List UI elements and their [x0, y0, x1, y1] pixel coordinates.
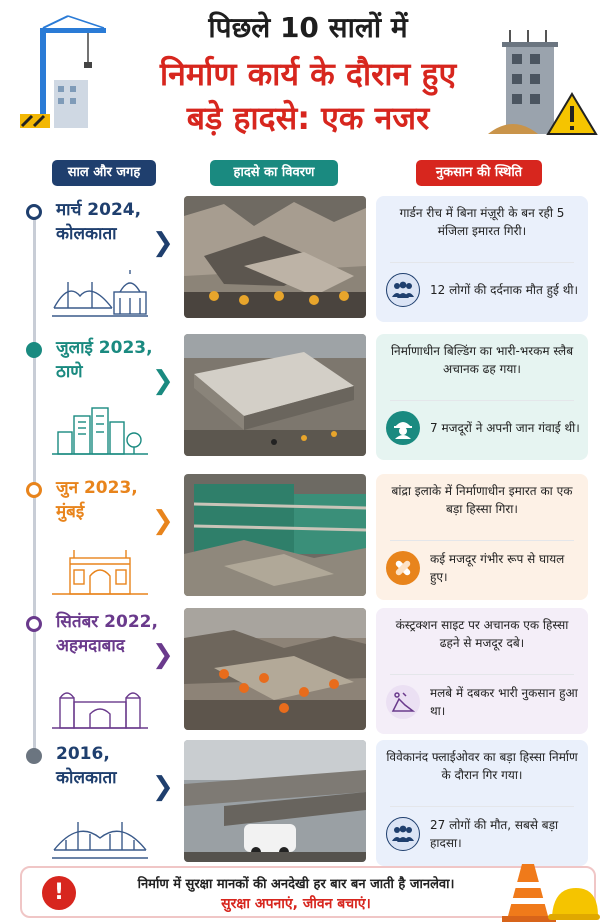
incident-place: मुंबई	[56, 502, 85, 522]
column-header-loss: नुकसान की स्थिति	[416, 160, 542, 186]
card-divider	[390, 674, 574, 675]
loss-info	[386, 266, 580, 314]
title-line-1: पिछले 10 सालों में	[208, 11, 408, 44]
incident-description: बांद्रा इलाके में निर्माणाधीन इमारत का एक बड़ा हिस्सा गिरा।	[391, 484, 573, 516]
rescue-workers-photo	[184, 608, 366, 730]
card-divider	[390, 806, 574, 807]
incident-row	[0, 740, 616, 870]
loss-text: कई मजदूर गंभीर रूप से घायल हुए।	[430, 552, 565, 584]
collapsed-slab-photo	[184, 334, 366, 456]
loss-info	[386, 404, 580, 452]
chevron-right-icon: ❯	[152, 772, 174, 802]
incident-row	[0, 474, 616, 604]
incident-year: जुलाई 2023,	[56, 338, 153, 358]
timeline-dot	[26, 616, 42, 632]
people-group-icon	[386, 273, 420, 307]
timeline-dot	[26, 204, 42, 220]
incident-date	[56, 198, 141, 246]
loss-card	[376, 474, 588, 600]
rubble-icon	[386, 685, 420, 719]
incident-description: निर्माणाधीन बिल्डिंग का भारी-भरकम स्लैब अचानक ढह गया।	[390, 344, 574, 376]
incident-year: सितंबर 2022,	[56, 612, 158, 632]
city-skyline-icon	[52, 406, 148, 458]
collapsed-flyover-photo	[184, 740, 366, 862]
column-header-description: हादसे का विवरण	[210, 160, 338, 186]
unfinished-building-warning-icon	[488, 30, 598, 140]
bridge-icon	[52, 812, 148, 864]
column-header-year-place: साल और जगह	[52, 160, 156, 186]
collapsed-building-photo	[184, 196, 366, 318]
incident-row	[0, 608, 616, 738]
incident-row	[0, 334, 616, 464]
incident-description: विवेकानंद फ्लाईओवर का बड़ा हिस्सा निर्माण के दौरान गिर गया।	[386, 750, 578, 782]
incident-date	[56, 336, 153, 384]
loss-card	[376, 334, 588, 460]
loss-text: 27 लोगों की मौत, सबसे बड़ा हादसा।	[430, 818, 559, 850]
loss-info	[386, 810, 580, 858]
bridge-and-memorial-icon	[52, 268, 148, 320]
loss-card	[376, 196, 588, 322]
footer-warning: निर्माण में सुरक्षा मानकों की अनदेखी हर बार बन जाती है जानलेवा।	[137, 877, 455, 892]
timeline-dot	[26, 342, 42, 358]
loss-text: 12 लोगों की दर्दनाक मौत हुई थी।	[430, 283, 579, 297]
bandage-icon	[386, 551, 420, 585]
chevron-right-icon: ❯	[152, 228, 174, 258]
collapsed-structure-photo	[184, 474, 366, 596]
loss-card	[376, 608, 588, 734]
card-divider	[390, 540, 574, 541]
chevron-right-icon: ❯	[152, 366, 174, 396]
loss-text: मलबे में दबकर भारी नुकसान हुआ था।	[430, 686, 578, 718]
loss-text: 7 मजदूरों ने अपनी जान गंवाई थी।	[430, 421, 580, 435]
gateway-of-india-icon	[52, 546, 148, 598]
incident-year: जुन 2023,	[56, 478, 138, 498]
title-line-2b: बड़े हादसे: एक नजर	[186, 99, 430, 137]
chevron-right-icon: ❯	[152, 640, 174, 670]
incident-description: कंस्ट्रक्शन साइट पर अचानक एक हिस्सा ढहने से मजदूर दबे।	[395, 618, 569, 650]
loss-info	[386, 678, 580, 726]
footer-slogan: सुरक्षा अपनाएं, जीवन बचाएं।	[221, 896, 371, 912]
card-divider	[390, 400, 574, 401]
loss-info	[386, 544, 580, 592]
incident-date	[56, 610, 158, 658]
incident-date	[56, 476, 138, 524]
traffic-cone-helmet-icon	[500, 860, 600, 922]
title-line-2a: निर्माण कार्य के दौरान हुए	[159, 55, 457, 93]
incident-date	[56, 742, 117, 790]
incident-description: गार्डन रीच में बिना मंज़ूरी के बन रही 5 मंजिला इमारत गिरी।	[399, 206, 565, 238]
timeline-dot	[26, 748, 42, 764]
city-gate-icon	[52, 680, 148, 732]
incident-place: अहमदाबाद	[56, 636, 125, 656]
incident-place: कोलकाता	[56, 768, 117, 788]
people-group-icon	[386, 817, 420, 851]
loss-card	[376, 740, 588, 866]
incident-place: कोलकाता	[56, 224, 117, 244]
chevron-right-icon: ❯	[152, 506, 174, 536]
exclamation-icon: !	[42, 876, 76, 910]
incident-place: ठाणे	[56, 362, 83, 382]
header	[0, 0, 616, 150]
timeline-dot	[26, 482, 42, 498]
worker-helmet-icon	[386, 411, 420, 445]
incident-row	[0, 196, 616, 326]
incident-year: मार्च 2024,	[56, 200, 142, 220]
incident-year: 2016,	[56, 744, 110, 764]
card-divider	[390, 262, 574, 263]
